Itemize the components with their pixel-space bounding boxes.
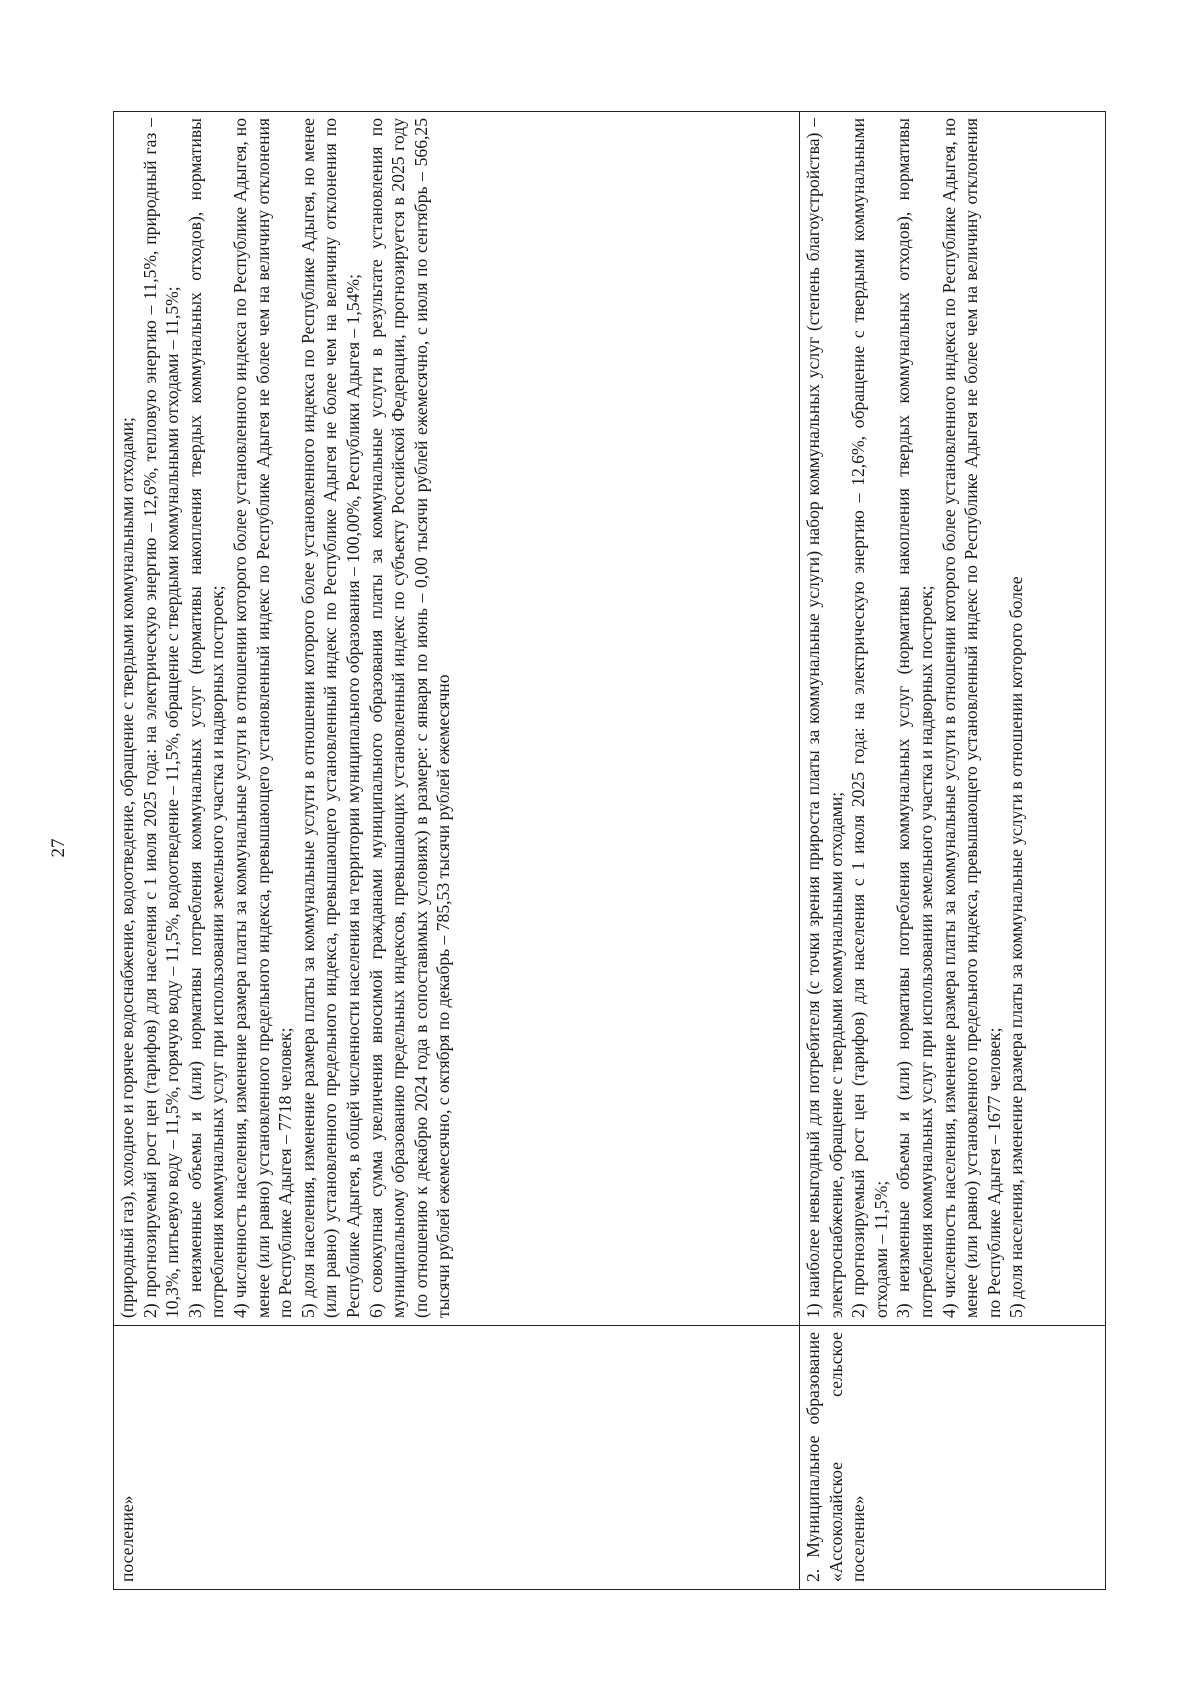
table-row [800, 112, 1106, 1590]
condition-item: 6) совокупная сумма увеличения вносимой гражданами муниципального образования платы за коммунальные услуги в результате установления по муниципальному образованию предельных индексов, превышающих установленный индекс по субъекту Российской Федерации, прогнозируется в 2025 году (по отношению к декабрю 2024 года в сопоставимых условиях) в размере: с января по июнь – 0,00 тысячи рублей ежемесячно, с июля по сентябрь – 566,25 тысячи рублей ежемесячно, с октября по декабрь – 785,53 тысячи рублей ежемесячно [365, 118, 454, 1318]
condition-item: (природный газ), холодное и горячее водоснабжение, водоотведение, обращение с твердыми коммунальными отходами; [117, 417, 137, 1318]
condition-item: 4) численность населения, изменение размера платы за коммунальные услуги в отношении которого более установленного индекса по Республике Адыгея, но менее (или равно) установленного предельного индекса, превышающего установленный индекс по Республике Адыгея не более чем на величину отклонения по Республике Адыгея – 1677 человек; [938, 118, 1004, 1318]
conditions-cell [800, 112, 1106, 1326]
municipality-name: поселение» [117, 1495, 137, 1582]
table-row [114, 112, 800, 1590]
page-number: 27 [48, 838, 69, 858]
municipality-name: 2. Муниципальное образование «Ассоколайское сельское поселение» [803, 1332, 869, 1582]
condition-item: 2) прогнозируемый рост цен (тарифов) для населения с 1 июля 2025 года: на электрическую энергию – 12,6%, тепловую энергию – 11,5%, природный газ – 10,3%, питьевую воду – 11,5%, горячую воду – 11,5%, водоотведение – 11,5%, обращение с твердыми коммунальными отходами – 11,5%; [139, 118, 183, 1318]
rotated-table-sheet [113, 112, 1105, 1590]
conditions-cell [114, 112, 800, 1326]
condition-item: 3) неизменные объемы и (или) нормативы потребления коммунальных услуг (нормативы накопления твердых коммунальных отходов), нормативы потребления коммунальных услуг при использовании земельного участка и надворных построек; [893, 118, 936, 1318]
condition-item: 4) численность населения, изменение размера платы за коммунальные услуги в отношении которого более установленного индекса по Республике Адыгея, но менее (или равно) установленного предельного индекса, превышающего установленный индекс по Республике Адыгея не более чем на величину отклонения по Республике Адыгея – 7718 человек; [229, 118, 296, 1318]
municipality-cell [114, 1326, 800, 1590]
municipality-table [113, 111, 1106, 1590]
condition-item: 5) доля населения, изменение размера платы за коммунальные услуги в отношении которого более установленного индекса по Республике Адыгея, но менее (или равно) установленного предельного индекса, превышающего установленный индекс по Республике Адыгея не более чем на величину отклонения по Республике Адыгея, в общей численности населения на территории муниципального образования – 100,00%, Республики Адыгея – 1,54%; [297, 118, 363, 1318]
condition-item: 1) наиболее невыгодный для потребителя (с точки зрения прироста платы за коммунальные услуги) набор коммунальных услуг (степень благоустройства) – электроснабжение, обращение с твердыми коммунальными отходами; [803, 118, 846, 1318]
condition-item: 2) прогнозируемый рост цен (тарифов) для населения с 1 июля 2025 года: на электрическую энергию – 12,6%, обращение с твердыми коммунальными отходами – 11,5%; [848, 118, 891, 1318]
condition-item: 3) неизменные объемы и (или) нормативы потребления коммунальных услуг (нормативы накопления твердых коммунальных отходов), нормативы потребления коммунальных услуг при использовании земельного участка и надворных построек; [184, 118, 228, 1318]
condition-item: 5) доля населения, изменение размера платы за коммунальные услуги в отношении которого более [1006, 576, 1027, 1318]
municipality-cell [800, 1326, 1106, 1590]
